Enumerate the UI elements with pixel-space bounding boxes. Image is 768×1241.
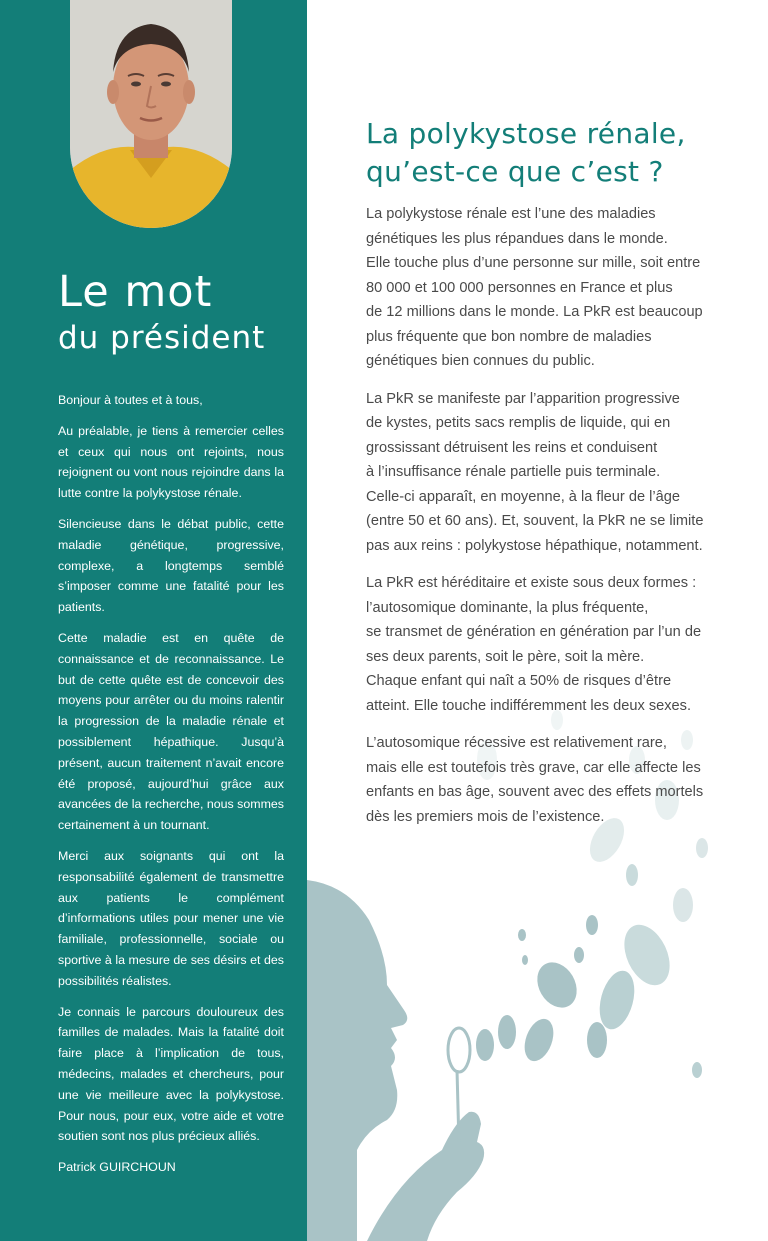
left-column [0, 0, 307, 1241]
explanation-paragraph: La polykystose rénale est l’une des maladies génétiques les plus répandues dans le monde. Elle touche plus d’une personne sur mille, soit entre 80 000 et 100 000 personnes en France et plus de 12 millions dans le monde. La PkR est beaucoup plus fréquente que bon nombre de maladies génétiques bien connues du public. [366, 206, 703, 369]
title-line-2: du président [58, 320, 266, 356]
letter-paragraph: Bonjour à toutes et à tous, [58, 393, 203, 407]
explanation-paragraph: La PkR se manifeste par l’apparition progressive de kystes, petits sacs remplis de liquide, qui en grossissant détruisent les reins et conduisent à l’insuffisance rénale partielle puis terminale. Celle-ci apparaît, en moyenne, à la fleur de l’âge (entre 50 et 60 ans). Et, souvent, la PkR ne se limite pas aux reins : polykystose hépathique, notamment. [366, 390, 704, 554]
pkr-explanation [366, 202, 711, 842]
explanation-paragraph: La PkR est héréditaire et existe sous deux formes : l’autosomique dominante, la plus fréquente, se transmet de génération en génération par l’un de ses deux parents, soit le père, soit la mère. Chaque enfant qui naît a 50% de risques d’être atteint. Elle touche indifféremment les deux sexes. [366, 575, 702, 714]
letter-paragraph: Au préalable, je tiens à remercier celles et ceux qui nous ont rejoints, nous rejoignent ou vont nous rejoindre dans la lutte contre la polykystose rénale. [58, 423, 284, 501]
title-line-1: Le mot [58, 267, 213, 317]
explanation-paragraph: L’autosomique récessive est relativement rare, mais elle est toutefois très grave, car elle affecte les enfants en bas âge, souvent avec des effets mortels dès les premiers mois de l’existence. [366, 735, 704, 825]
portrait-photo-icon [70, 0, 232, 228]
letter-paragraph: Cette maladie est en quête de connaissance et de reconnaissance. Le but de cette quête est de concevoir des moyens pour arrêter ou du moins ralentir la progression de la maladie rénale et possiblement hépathique. Jusqu’à présent, aucun traitement n’avait encore été proposé, aujourd’hui grâce aux avancées de la recherche, nous sommes certainement à un tournant. [58, 630, 284, 833]
section-title-line-1: La polykystose rénale, [366, 117, 686, 150]
president-letter [58, 390, 284, 1188]
right-column [307, 0, 768, 1241]
pkr-section-title [366, 115, 746, 191]
signature: Patrick GUIRCHOUN [58, 1160, 176, 1175]
letter-paragraph: Merci aux soignants qui ont la responsabilité également de transmettre aux patients le complément d’informations utiles pour mener une vie familiale, professionnelle, sociale ou sportive à la mesure de ses désirs et des possibilités réalistes. [58, 848, 284, 988]
president-word-title [58, 266, 265, 358]
letter-paragraph: Silencieuse dans le débat public, cette maladie génétique, progressive, complexe, a longtemps semblé s’imposer comme une fatalité pour les patients. [58, 516, 284, 615]
president-portrait [70, 0, 232, 228]
letter-paragraph: Je connais le parcours douloureux des familles de malades. Mais la fatalité doit faire place à l’implication de tous, médecins, malades et chercheurs, pour une vie meilleure avec la polykystose. Pour nous, pour eux, votre aide et votre soutien sont nos plus précieux alliés. [58, 1004, 284, 1144]
section-title-line-2: qu’est-ce que c’est ? [366, 155, 664, 188]
